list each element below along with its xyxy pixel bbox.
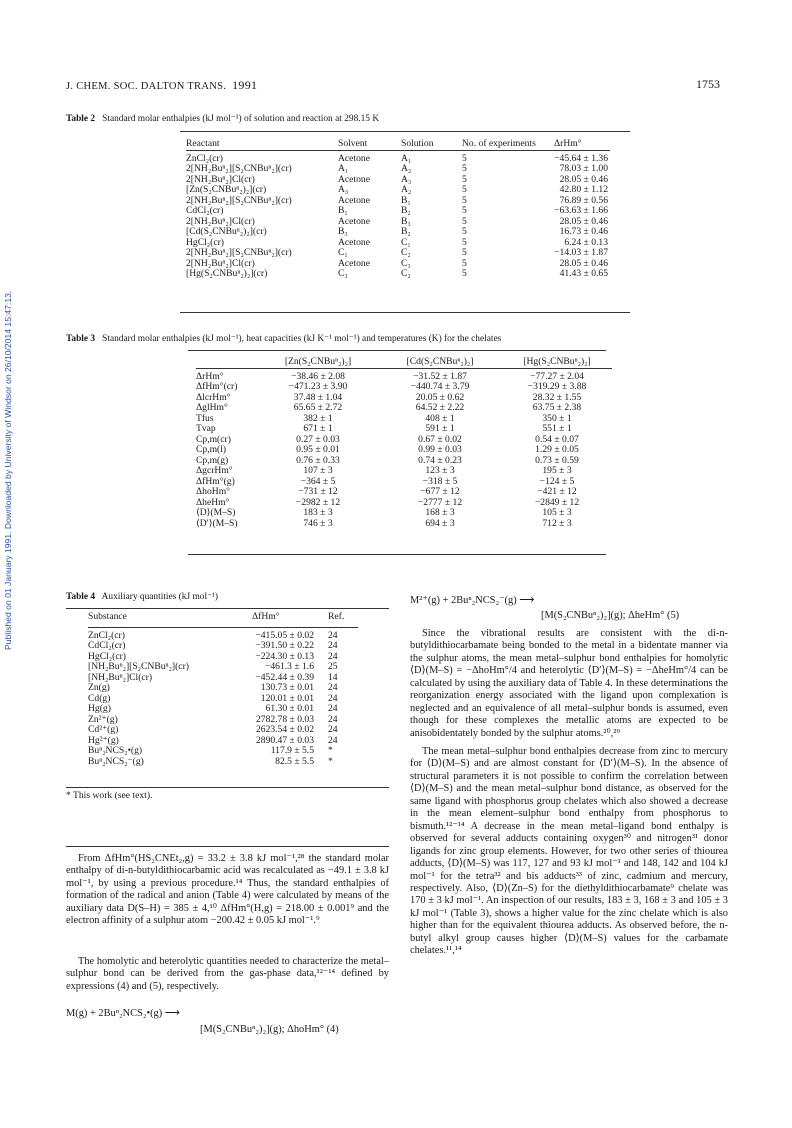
table3-row-cell: ΔgcrHm°	[196, 465, 233, 476]
table2-row-cell: Acetone	[338, 173, 370, 185]
table2-row-cell: 5	[462, 226, 467, 237]
table4-row-cell: Cd(g)	[88, 692, 111, 704]
table2-row-cell: 42.80 ± 1.12	[559, 184, 608, 195]
download-watermark: Published on 01 January 1991. Downloaded by University of Windsor on 26/10/2014 15:47:13.	[3, 290, 13, 650]
table3-caption-text: Standard molar enthalpies (kJ mol⁻¹), heat capacities (kJ K⁻¹ mol⁻¹) and temperatures (K) for the chelates	[102, 334, 502, 344]
table3-row-cell: −2982 ± 12	[295, 496, 341, 508]
table3-row-cell: ⟨D⟩(M–S)	[196, 507, 236, 518]
table2-row-cell: 2[NH₂Buⁿ₂][S₂CNBuⁿ₂](cr)	[186, 163, 292, 174]
table3-row-cell: 551 ± 1	[542, 423, 572, 434]
table2-row-cell: A₃	[338, 184, 349, 195]
table2-row-cell: ZnCl₂(cr)	[186, 152, 223, 164]
table4-footnote: * This work (see text).	[66, 790, 153, 801]
table4-row-cell: 2623.54 ± 0.02	[255, 724, 314, 735]
table4-row-cell: 24	[328, 629, 338, 641]
table4-row-cell: 24	[328, 724, 338, 735]
table4-caption	[66, 592, 386, 603]
table3-row-cell: 0.76 ± 0.33	[296, 454, 340, 466]
table2-row-cell: A₁	[401, 152, 412, 164]
table2-label: Table 2	[66, 114, 96, 124]
page-number: 1753	[696, 77, 720, 91]
table3-row	[196, 508, 612, 519]
left-paragraph-1: From ΔfHm°(HS₂CNEt₂,g) = 33.2 ± 3.8 kJ mol⁻¹,²⁸ the standard molar enthalpy of di-n-butyldithiocarbamic acid was recalculated as −49.1 ± 3.8 kJ mol⁻¹, by using a previous procedure.¹⁴ Thus, the standard enthalpies of formation of the radical and anion (Table 4) were calculated by means of the auxiliary data D(S–H) = 385 ± 4,¹⁰ ΔfHm°(H,g) = 218.00 ± 0.001⁹ and the electron affinity of a sulphur atom −200.42 ± 0.05 kJ mol⁻¹.⁹	[66, 853, 389, 927]
table4-bottom-rule	[66, 787, 389, 788]
table4-row	[88, 627, 358, 641]
table4-row	[88, 673, 358, 684]
table3-row-cell: 1.29 ± 0.05	[535, 444, 579, 455]
table3-row-cell: −2849 ± 12	[534, 496, 580, 508]
table2-row-cell: CdCl₂(cr)	[186, 205, 224, 216]
table3-row-cell: 0.54 ± 0.07	[535, 433, 579, 445]
journal-name: J. CHEM. SOC. DALTON TRANS.	[66, 81, 227, 92]
table2-header: ΔrHm°	[554, 138, 582, 149]
table2-row-cell: C₃	[401, 257, 411, 269]
table3-row-cell: 408 ± 1	[425, 412, 455, 424]
left-paragraph-2: The homolytic and heterolytic quantities needed to characterize the metal–sulphur bond can be derived from the gas-phase data,¹²⁻¹⁴ defined by expressions (4) and (5), respectively.	[66, 956, 389, 992]
table3-header	[196, 357, 258, 368]
table2-row-cell: 2[NH₂Buⁿ₂][S₂CNBuⁿ₂](cr)	[186, 194, 292, 206]
table3-bottom-rule	[188, 554, 606, 555]
table3-row-cell: −677 ± 12	[420, 486, 460, 497]
table3-row-cell: −38.46 ± 2.08	[291, 370, 345, 382]
table2-row-cell: Acetone	[338, 236, 370, 248]
table2-row-cell: A₂	[401, 163, 412, 174]
table2-row-cell: 28.05 ± 0.46	[559, 257, 608, 269]
table2-header: No. of experiments	[462, 138, 536, 149]
table3-row-cell: −319.29 ± 3.88	[527, 381, 587, 392]
table2-row-cell: C₃	[338, 268, 348, 279]
table4-row	[88, 683, 358, 694]
table3-row-cell: ΔfHm°(cr)	[196, 381, 238, 392]
table3-row-cell: Cp,m(l)	[196, 444, 227, 455]
table3-row-cell: Tvap	[196, 423, 216, 434]
table3-row-cell: ⟨D′⟩(M–S)	[196, 517, 238, 529]
equation-5-line-1: M²⁺(g) + 2Buⁿ₂NCS₂⁻(g) ⟶	[410, 595, 535, 606]
table3-row	[196, 424, 612, 435]
table3-row-cell: ΔrHm°	[196, 370, 224, 382]
table2-row-cell: B₃	[338, 226, 348, 237]
table3-row-cell: 64.52 ± 2.22	[415, 402, 465, 413]
table2-row-cell: 5	[462, 205, 467, 216]
equation-5-line-2: [M(S₂CNBuⁿ₂)₂](g); ΔheHm° (5)	[541, 610, 680, 621]
table2-caption	[66, 114, 726, 125]
table2-header: Reactant	[186, 138, 220, 149]
table2-row-cell: 6.24 ± 0.13	[564, 236, 608, 248]
table4-row-cell: 24	[328, 703, 338, 714]
right-paragraph-1: Since the vibrational results are consistent with the di-n-butyldithiocarbamate being bonded to the metal in a bidentate manner via the sulphur atoms, the mean metal–sulphur bond enthalpies for homolytic ⟨D⟩(M–S) = −ΔhoHm°/4 and heterolytic ⟨D′⟩(M–S) = −ΔheHm°/4 can be calculated by using the auxiliary data of Table 4. In these determinations the reorganization energy associated with the ligand upon complexation is neglected and an equivalence of all metal–sulphur bonds is assumed, even though for these complexes the metallic atoms are expected to be anisobidentately bonded by the sulphur atoms.²⁰,²⁹	[410, 628, 728, 739]
table2-caption-text: Standard molar enthalpies (kJ mol⁻¹) of solution and reaction at 298.15 K	[102, 114, 380, 124]
table4-row-cell: 24	[328, 640, 338, 651]
table2-row-cell: 5	[462, 184, 467, 195]
table3-row	[196, 403, 612, 414]
table3-row-cell: −318 ± 5	[422, 475, 458, 487]
table4	[88, 612, 358, 767]
table4-row-cell: −461.3 ± 1.6	[264, 661, 314, 672]
table4-row-cell: 24	[328, 682, 338, 693]
table3-row-cell: −731 ± 12	[298, 486, 338, 497]
table2-row-cell: A₁	[338, 163, 349, 174]
table2-row-cell: B₁	[338, 205, 348, 216]
table3-row-cell: ΔhoHm°	[196, 486, 230, 497]
table4-label: Table 4	[66, 592, 96, 602]
table2-row-cell: 5	[462, 236, 467, 248]
table3-row-cell: ΔfHm°(g)	[196, 475, 235, 487]
table4-row	[88, 725, 358, 736]
table2-row-cell: 5	[462, 173, 467, 185]
table2-row-cell: B₃	[401, 215, 411, 227]
table2-row-cell: [Zn(S₂CNBuⁿ₂)₂](cr)	[186, 184, 267, 195]
table3-row	[196, 445, 612, 456]
table3-row-cell: 0.95 ± 0.01	[296, 444, 340, 455]
table3-row-cell: 168 ± 3	[425, 507, 455, 518]
table4-row-cell: Hg²⁺(g)	[88, 734, 119, 746]
table3-header: [Cd(S₂CNBuⁿ₂)₂]	[406, 356, 474, 367]
table3-row-cell: 746 ± 3	[303, 517, 333, 529]
table2-row-cell: −14.03 ± 1.87	[554, 247, 608, 258]
table3-row	[196, 368, 612, 382]
table2-row-cell: HgCl₂(cr)	[186, 236, 224, 248]
table3-row-cell: −471.23 ± 3.90	[288, 381, 348, 392]
table3-row-cell: 63.75 ± 2.38	[532, 402, 582, 413]
table3-row-cell: 591 ± 1	[425, 423, 455, 434]
table3-row-cell: 37.48 ± 1.04	[293, 391, 343, 403]
table3	[196, 357, 612, 529]
table2-bottom-rule	[180, 312, 630, 313]
table2-row-cell: 5	[462, 247, 467, 258]
table2-row-cell: [Hg(S₂CNBuⁿ₂)₂](cr)	[186, 268, 268, 279]
table2-top-rule	[180, 131, 630, 132]
table4-row-cell: CdCl₂(cr)	[88, 640, 126, 651]
table4-row-cell: 2890.47 ± 0.03	[255, 734, 314, 746]
table3-row-cell: 0.74 ± 0.23	[418, 454, 462, 466]
table4-row	[88, 641, 358, 652]
table2-row-cell: B₂	[401, 205, 411, 216]
table4-row	[88, 694, 358, 705]
table3-row-cell: 28.32 ± 1.55	[532, 391, 582, 403]
equation-4-line-1: M(g) + 2Buⁿ₂NCS₂•(g) ⟶	[66, 1008, 180, 1019]
table2-row-cell: Acetone	[338, 257, 370, 269]
table3-header: [Hg(S₂CNBuⁿ₂)₂]	[523, 356, 591, 367]
table2-row-cell: −45.64 ± 1.36	[554, 152, 608, 164]
table3-row	[196, 382, 612, 393]
table3-row-cell: 0.99 ± 0.03	[418, 444, 462, 455]
table3-row-cell: 105 ± 3	[542, 507, 572, 518]
table2-row-cell: 28.05 ± 0.46	[559, 173, 608, 185]
equation-4-line-2: [M(S₂CNBuⁿ₂)₂](g); ΔhoHm° (4)	[200, 1024, 339, 1035]
table4-row-cell: −415.05 ± 0.02	[255, 629, 314, 641]
table2-row-cell: B₂	[401, 226, 411, 237]
table4-row	[88, 715, 358, 726]
table2-row-cell: B₁	[401, 194, 411, 206]
table2-header-row	[186, 139, 610, 150]
table4-row-cell: 14	[328, 671, 338, 683]
table3-row-cell: 65.65 ± 2.72	[293, 402, 343, 413]
table4-top-rule	[66, 608, 389, 609]
table4-row	[88, 662, 358, 673]
table3-row-cell: −31.52 ± 1.87	[413, 370, 467, 382]
table2-row-cell: A₃	[401, 173, 412, 185]
table4-row-cell: 24	[328, 692, 338, 704]
table2-row	[186, 269, 610, 280]
table3-row-cell: 0.27 ± 0.03	[296, 433, 340, 445]
table3-row-cell: Tfus	[196, 412, 214, 424]
table3-top-rule	[188, 350, 606, 351]
table2-row	[186, 150, 610, 164]
table4-row-cell: ZnCl₂(cr)	[88, 629, 125, 641]
table2-row	[186, 164, 610, 175]
table3-row	[196, 519, 612, 530]
table2-row-cell: Acetone	[338, 194, 370, 206]
table3-row-cell: 382 ± 1	[303, 412, 333, 424]
table3-row-cell: −440.74 ± 3.79	[410, 381, 470, 392]
table2-row-cell: 5	[462, 268, 467, 279]
table4-row-cell: *	[328, 745, 333, 756]
table4-row-cell: HgCl₂(cr)	[88, 650, 126, 662]
table4-row-cell: 82.5 ± 5.5	[275, 755, 314, 767]
table4-row	[88, 704, 358, 715]
table3-row-cell: Cp,m(g)	[196, 454, 229, 466]
table4-row-cell: −224.30 ± 0.13	[255, 650, 314, 662]
table2-row-cell: 5	[462, 163, 467, 174]
journal-header	[66, 78, 257, 93]
table3-row-cell: 694 ± 3	[425, 517, 455, 529]
table2-row-cell: C₂	[401, 247, 411, 258]
table2-row-cell: 5	[462, 152, 467, 164]
table4-row-cell: 24	[328, 713, 338, 725]
table2	[186, 139, 610, 280]
table2-row-cell: C₁	[401, 236, 411, 248]
table3-row-cell: Cp,m(cr)	[196, 433, 231, 445]
left-column-separator	[66, 846, 389, 847]
table4-row-cell: *	[328, 755, 333, 767]
table4-row-cell: Zn²⁺(g)	[88, 713, 118, 725]
table3-row-cell: −364 ± 5	[300, 475, 336, 487]
table3-row-cell: 671 ± 1	[303, 423, 333, 434]
table4-header-row	[88, 612, 358, 627]
table2-row-cell: 2[NH₂Buⁿ₂]Cl(cr)	[186, 257, 255, 269]
table3-row-cell: −421 ± 12	[537, 486, 577, 497]
table3-label: Table 3	[66, 334, 96, 344]
table4-row-cell: 24	[328, 650, 338, 662]
table3-row-cell: ΔglHm°	[196, 402, 228, 413]
table3-row-cell: ΔheHm°	[196, 496, 230, 508]
journal-year: 1991	[232, 78, 258, 92]
table2-row-cell: 2[NH₂Buⁿ₂][S₂CNBuⁿ₂](cr)	[186, 247, 292, 258]
table3-header-row	[196, 357, 612, 368]
table4-row-cell: 24	[328, 734, 338, 746]
table2-row-cell: 5	[462, 194, 467, 206]
table3-row-cell: 107 ± 3	[303, 465, 333, 476]
table2-row	[186, 206, 610, 217]
table2-row-cell: Acetone	[338, 215, 370, 227]
table4-header: Ref.	[328, 611, 345, 622]
table4-row-cell: [NH₂Buⁿ₂]Cl(cr)	[88, 671, 153, 683]
table3-row-cell: 0.67 ± 0.02	[418, 433, 462, 445]
table2-row-cell: Acetone	[338, 152, 370, 164]
table2-row-cell: 28.05 ± 0.46	[559, 215, 608, 227]
table4-row-cell: Zn(g)	[88, 682, 110, 693]
table2-row-cell: 2[NH₂Buⁿ₂]Cl(cr)	[186, 173, 255, 185]
table2-row-cell: −63.63 ± 1.66	[554, 205, 608, 216]
table3-row-cell: −124 ± 5	[539, 475, 575, 487]
table3-row-cell: 712 ± 3	[542, 517, 572, 529]
table2-row-cell: 5	[462, 215, 467, 227]
table4-row-cell: 61.30 ± 0.01	[265, 703, 314, 714]
table2-row	[186, 185, 610, 196]
table4-row-cell: 120.01 ± 0.01	[260, 692, 314, 704]
table4-row-cell: 2782.78 ± 0.03	[255, 713, 314, 725]
table4-row-cell: Buⁿ₂NCS₂•(g)	[88, 745, 143, 756]
table3-header: [Zn(S₂CNBuⁿ₂)₂]	[284, 356, 352, 367]
table2-row-cell: 2[NH₂Buⁿ₂]Cl(cr)	[186, 215, 255, 227]
table2-row-cell: C₁	[338, 247, 348, 258]
table3-row-cell: 20.05 ± 0.62	[415, 391, 465, 403]
table2-row-cell: 76.89 ± 0.56	[559, 194, 608, 206]
table2-row	[186, 196, 610, 207]
table3-row	[196, 466, 612, 477]
table2-row-cell: 78.03 ± 1.00	[559, 163, 608, 174]
table4-row-cell: [NH₂Buⁿ₂][S₂CNBuⁿ₂](cr)	[88, 661, 189, 672]
table3-caption	[66, 334, 746, 345]
table2-row	[186, 227, 610, 238]
table4-row-cell: 25	[328, 661, 338, 672]
table4-row	[88, 757, 358, 768]
table3-row-cell: 0.73 ± 0.59	[535, 454, 579, 466]
table2-row-cell: 16.73 ± 0.46	[559, 226, 608, 237]
table3-row-cell: −2777 ± 12	[417, 496, 463, 508]
table2-row-cell: C₂	[401, 268, 411, 279]
table4-row-cell: Hg(g)	[88, 703, 111, 714]
table3-row-cell: 183 ± 3	[303, 507, 333, 518]
right-paragraph-2: The mean metal–sulphur bond enthalpies decrease from zinc to mercury for ⟨D⟩(M–S) and are almost constant for ⟨D′⟩(M–S). In the absence of structural parameters it is not possible to confirm the correlation between ⟨D⟩(M–S) and the mean metal–sulphur bond distance, as observed for the same ligand with phosphorus group chelates which also showed a decrease in the mean element–sulphur bond enthalpy from phosphorus to bismuth.¹²⁻¹⁴ A decrease in the mean metal–ligand bond enthalpy is observed for several adducts containing oxygen³⁰ and nitrogen³¹ donor ligands for zinc group elements. However, for two other series of thiourea adducts, ⟨D⟩(M–S) was 117, 127 and 93 kJ mol⁻¹ and 148, 142 and 104 kJ mol⁻¹ for the tetra³² and bis adducts³³ of zinc, cadmium and mercury, respectively. Also, ⟨D⟩(Zn–S) for the diethyldithiocarbamate⁹ chelate was 170 ± 3 kJ mol⁻¹. An inspection of our results, 183 ± 3, 168 ± 3 and 105 ± 3 kJ mol⁻¹ (Table 3), shows a higher value for the zinc chelate which is also higher than for the equivalent thiourea adducts. As observed before, the n-butyl alkyl group causes higher ⟨D⟩(M–S) values for the carbamate chelates.¹¹,¹⁴	[410, 746, 728, 957]
table2-header: Solvent	[338, 138, 368, 149]
table2-row-cell: 5	[462, 257, 467, 269]
table3-row	[196, 487, 612, 498]
table3-row-cell: 123 ± 3	[425, 465, 455, 476]
table4-row-cell: Buⁿ₂NCS₂⁻(g)	[88, 755, 144, 767]
table4-row-cell: 117.9 ± 5.5	[270, 745, 314, 756]
table4-row-cell: 130.73 ± 0.01	[260, 682, 314, 693]
table2-row-cell: A₂	[401, 184, 412, 195]
table4-row-cell: −452.44 ± 0.39	[255, 671, 314, 683]
table4-header: Substance	[88, 611, 127, 622]
table4-row	[88, 746, 358, 757]
table2-row-cell: [Cd(S₂CNBuⁿ₂)₂](cr)	[186, 226, 267, 237]
table3-row-cell: 195 ± 3	[542, 465, 572, 476]
table3-row-cell: −77.27 ± 2.04	[530, 370, 584, 382]
table4-row-cell: −391.50 ± 0.22	[255, 640, 314, 651]
table2-row-cell: 41.43 ± 0.65	[559, 268, 608, 279]
table4-caption-text: Auxiliary quantities (kJ mol⁻¹)	[101, 592, 218, 602]
table3-row-cell: ΔlcrHm°	[196, 391, 231, 403]
table3-row-cell: 350 ± 1	[542, 412, 572, 424]
table2-row	[186, 248, 610, 259]
table2-header: Solution	[401, 138, 434, 149]
table4-header: ΔfHm°	[252, 611, 280, 622]
table4-row-cell: Cd²⁺(g)	[88, 724, 119, 735]
